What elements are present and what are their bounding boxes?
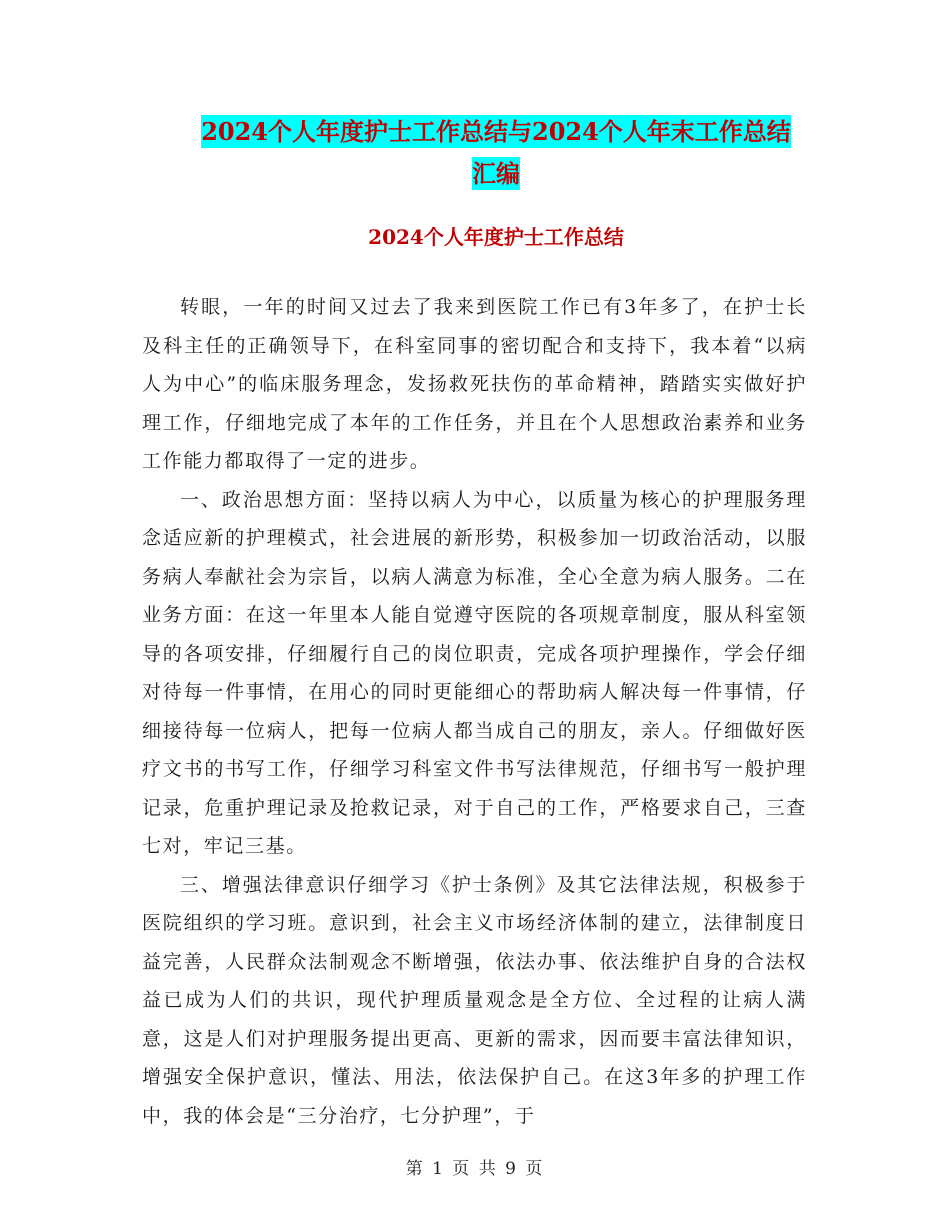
document-title xyxy=(140,111,852,195)
document-title-line2: 汇编 xyxy=(472,159,520,188)
document-title-line1: 2024个人年度护士工作总结与2024个人年末工作总结 xyxy=(201,117,791,146)
paragraph-political-and-business: 一、政治思想方面：坚持以病人为中心，以质量为核心的护理服务理念适应新的护理模式，社会进展的新形势，积极参加一切政治活动，以服务病人奉献社会为宗旨，以病人满意为标准，全心全意为病人服务。二在业务方面：在这一年里本人能自觉遵守医院的各项规章制度，服从科室领导的各项安排，仔细履行自己的岗位职责，完成各项护理操作，学会仔细对待每一件事情，在用心的同时更能细心的帮助病人解决每一件事情，仔细接待每一位病人，把每一位病人都当成自己的朋友，亲人。仔细做好医疗文书的书写工作，仔细学习科室文件书写法律规范，仔细书写一般护理记录，危重护理记录及抢救记录，对于自己的工作，严格要求自己，三查七对，牢记三基。 xyxy=(142,488,807,857)
paragraph-legal-awareness: 三、增强法律意识仔细学习《护士条例》及其它法律法规，积极参于医院组织的学习班。意识到，社会主义市场经济体制的建立，法律制度日益完善，人民群众法制观念不断增强，依法办事、依法维护自身的合法权益已成为人们的共识，现代护理质量观念是全方位、全过程的让病人满意，这是人们对护理服务提出更高、更新的需求，因而要丰富法律知识，增强安全保护意识，懂法、用法，依法保护自己。在这3年多的护理工作中，我的体会是“三分治疗，七分护理”，于 xyxy=(142,873,807,1127)
page-number-label: 第 1 页 共 9 页 xyxy=(405,1159,545,1179)
paragraph-intro: 转眼，一年的时间又过去了我来到医院工作已有3年多了，在护士长及科主任的正确领导下，在科室同事的密切配合和支持下，我本着“以病人为中心”的临床服务理念，发扬救死扶伤的革命精神，踏踏实实做好护理工作，仔细地完成了本年的工作任务，并且在个人思想政治素养和业务工作能力都取得了一定的进步。 xyxy=(142,296,807,472)
page-footer xyxy=(0,1154,950,1179)
body-text xyxy=(142,288,807,1135)
section-title: 2024个人年度护士工作总结 xyxy=(368,225,624,249)
